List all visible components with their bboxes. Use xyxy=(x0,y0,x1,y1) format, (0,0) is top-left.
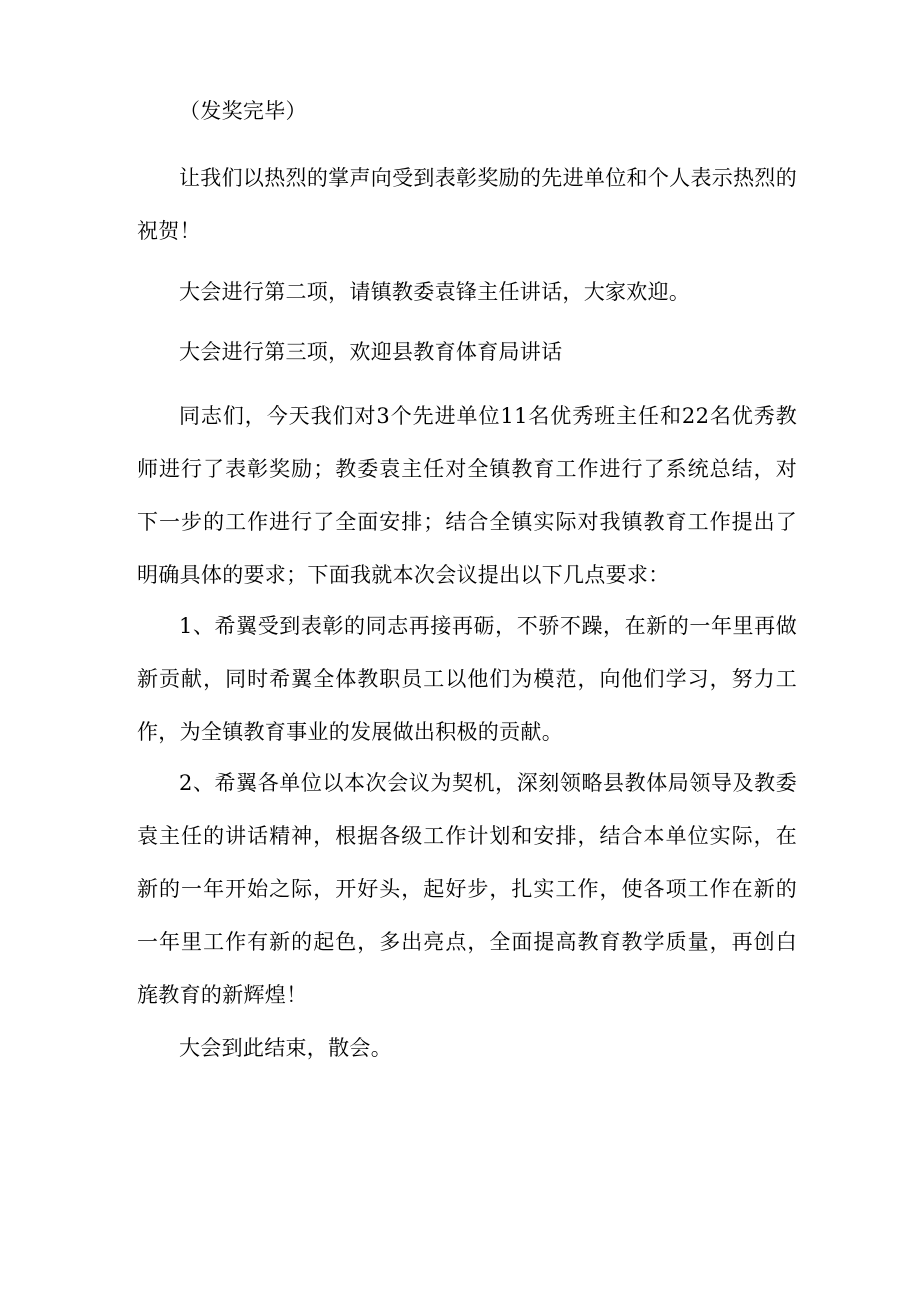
paragraph-requirement-two: 2、希翼各单位以本次会议为契机，深刻领略县教体局领导及教委袁主任的讲话精神，根据各级工作计划和安排，结合本单位实际，在新的一年开始之际，开好头，起好步，扎实工作，使各项工作在新的一年里工作有新的起色，多出亮点，全面提高教育教学质量，再创白旄教育的新辉煌！ xyxy=(137,771,797,1007)
paragraph-agenda-item-three: 大会进行第三项，欢迎县教育体育局讲话 xyxy=(179,340,563,364)
paragraph-meeting-closing: 大会到此结束，散会。 xyxy=(179,1036,392,1060)
paragraph-applause: 让我们以热烈的掌声向受到表彰奖励的先进单位和个人表示热烈的祝贺！ xyxy=(137,166,797,243)
paragraph-requirement-one: 1、希翼受到表彰的同志再接再砺，不骄不躁，在新的一年里再做新贡献，同时希翼全体教职员工以他们为模范，向他们学习，努力工作，为全镇教育事业的发展做出积极的贡献。 xyxy=(137,614,797,744)
paragraph-award-finished: （发奖完毕） xyxy=(179,99,307,123)
paragraph-comrades-speech: 同志们，今天我们对3个先进单位11名优秀班主任和22名优秀教师进行了表彰奖励；教委袁主任对全镇教育工作进行了系统总结，对下一步的工作进行了全面安排；结合全镇实际对我镇教育工作提出了明确具体的要求；下面我就本次会议提出以下几点要求： xyxy=(137,404,797,587)
paragraph-agenda-item-two: 大会进行第二项，请镇教委袁锋主任讲话，大家欢迎。 xyxy=(179,280,691,304)
